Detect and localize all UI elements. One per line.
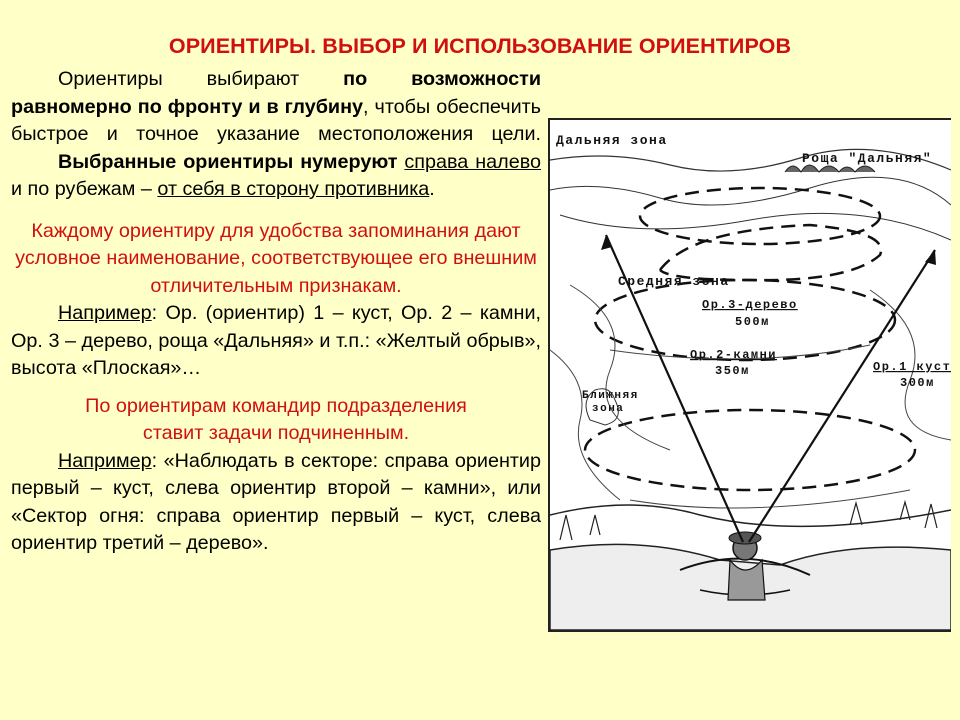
underline-right-to-left: справа налево [404,150,541,173]
example-label: Например [58,302,152,324]
underline-toward-enemy: от себя в сторону противника [157,178,430,200]
landmark-1-label: Ор.1 куст [873,360,951,374]
emphasis-numbering: Выбранные ориентиры нумеруют [58,150,398,173]
paragraph-naming: Каждому ориентиру для удобства запоминания дают условное наименование, соответствующее его внешним отличительным признакам. [15,219,537,297]
landmark-1-distance: 300м [900,376,935,390]
middle-zone-label: Средняя зона [618,274,730,289]
landmark-3-distance: 500м [735,315,770,329]
text-column [11,66,541,558]
far-zone-label: Дальняя зона [556,133,668,148]
example-label-2: Например [58,449,152,472]
landmark-2-distance: 350м [715,364,750,378]
emphasis-uniform: по возможности равномерно по фронту и в глубину [11,68,541,118]
paragraph-example-2: Например: «Наблюдать в секторе: справа ориентир первый – куст, слева ориентир второй – камни», или «Сектор огня: справа ориентир первый – куст, слева ориентир третий – дерево». [11,449,541,554]
paragraph-tasks: По ориентирам командир подразделения ставит задачи подчиненным. [85,394,467,444]
near-zone-label-2: зона [592,403,625,415]
landmark-2-label: Ор.2-камни [690,348,778,362]
landmark-3-label: Ор.3-дерево [702,298,798,312]
terrain-sketch [550,120,951,630]
slide-title: ОРИЕНТИРЫ. ВЫБОР И ИСПОЛЬЗОВАНИЕ ОРИЕНТИРОВ [168,34,792,58]
landmarks-illustration [548,118,951,632]
paragraph-selection: Ориентиры выбирают по возможности равномерно по фронту и в глубину, чтобы обеспечить быстрое и точное указание местоположения цели. [11,68,541,145]
grove-label: Роща "Дальняя" [802,151,933,166]
paragraph-numbering: Выбранные ориентиры нумеруют справа налево и по рубежам – от себя в сторону противника. [11,150,541,200]
near-zone-label-1: Ближняя [582,390,639,402]
paragraph-example-1: Например: Ор. (ориентир) 1 – куст, Ор. 2 – камни, Ор. 3 – дерево, роща «Дальняя» и т.п.: «Желтый обрыв», высота «Плоская»… [11,302,541,379]
